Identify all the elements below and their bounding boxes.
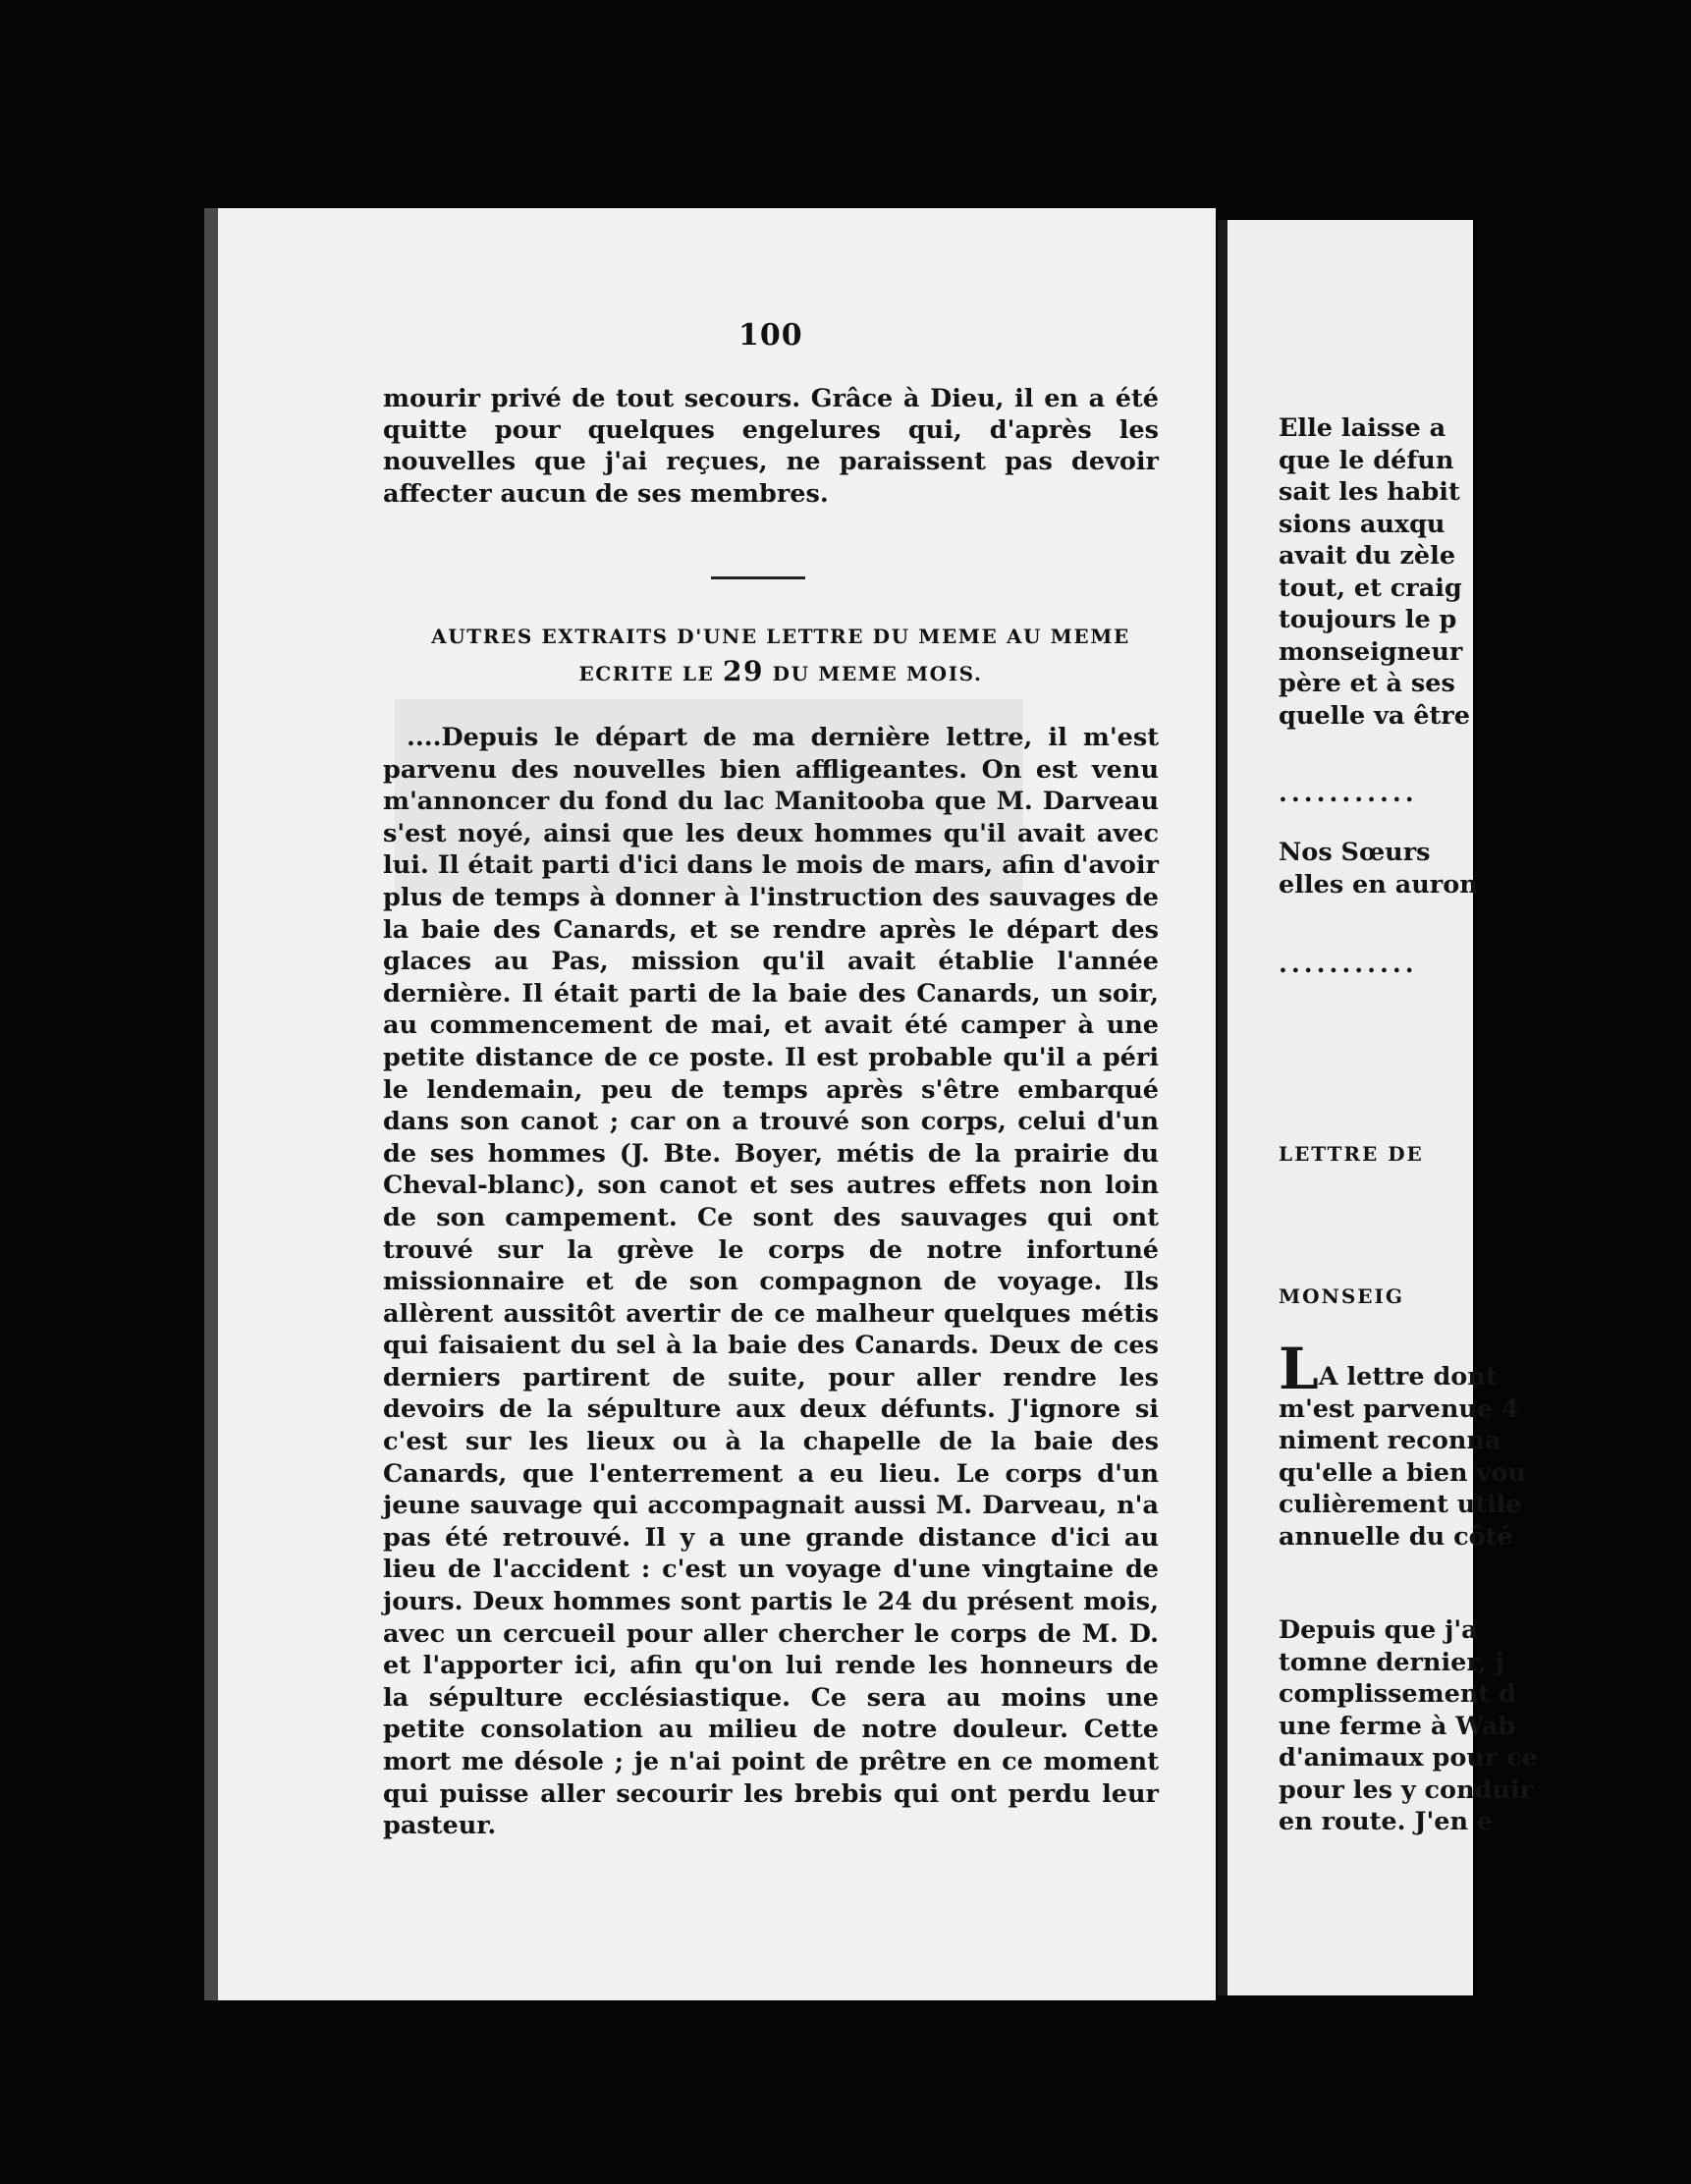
- right-line: pour les y conduir: [1279, 1774, 1534, 1805]
- paragraph-1: [383, 383, 1159, 510]
- right-line: avait du zèle: [1279, 541, 1456, 571]
- right-line: elles en auron: [1279, 869, 1478, 900]
- right-line: que le défun: [1279, 445, 1454, 475]
- right-page: [1218, 220, 1538, 1995]
- right-line: sait les habit: [1279, 477, 1460, 507]
- page-number: 100: [738, 318, 803, 353]
- right-line: Nos Sœurs: [1279, 838, 1431, 867]
- right-block-2: [1279, 837, 1691, 901]
- ellipsis-row: ...........: [1279, 950, 1418, 979]
- right-line: tomne dernier, j: [1279, 1647, 1504, 1677]
- letter-heading: LETTRE DE: [1279, 1142, 1424, 1166]
- right-block-1: [1279, 412, 1691, 732]
- right-line-first: [1279, 1336, 1691, 1402]
- left-page: [204, 208, 1216, 2000]
- right-line: niment reconna: [1279, 1426, 1501, 1455]
- right-line: quelle va être: [1279, 700, 1470, 731]
- right-line: m'est parvenue 4: [1279, 1393, 1519, 1424]
- paragraph-2-text: ....Depuis le départ de ma dernière lettre, il m'est parvenu des nouvelles bien affligeantes. On est venu m'annoncer du fond du lac Manitooba que M. Darveau s'est noyé, ainsi que les deux hommes qu'il avait avec lui. Il était parti d'ici dans le mois de mars, afin d'avoir plus de temps à donner à l'instruction des sauvages de la baie des Canards, et se rendre après le départ des glaces au Pas, mission qu'il avait établie l'année dernière. Il était parti de la baie des Canards, un soir, au commencement de mai, et avait été camper à une petite distance de ce poste. Il est probable qu'il a péri le lendemain, peu de temps après s'être embarqué dans son canot ; car on a trouvé son corps, celui d'un de ses hommes (J. Bte. Boyer, métis de la prairie du Cheval-blanc), son canot et ses autres effets non loin de son campement. Ce sont des sauvages qui ont trouvé sur la grève le corps de notre infortuné missionnaire et de son compagnon de voyage. Ils allèrent aussitôt avertir de ce malheur quelques métis qui faisaient du sel à la baie des Canards. Deux de ces derniers partirent de suite, pour aller rendre les devoirs de la sépulture aux deux défunts. J'ignore si c'est sur les lieux ou à la chapelle de la baie des Canards, que l'enterrement a eu lieu. Le corps d'un jeune sauvage qui accompagnait aussi M. Darveau, n'a pas été retrouvé. Il y a une grande distance d'ici au lieu de l'accident : c'est un voyage d'une vingtaine de jours. Deux hommes sont partis le 24 du présent mois, avec un cercueil pour aller chercher le corps de M. D. et l'apporter ici, afin qu'on lui rende les honneurs de la sépulture ecclésiastique. Ce sera au moins une petite consolation au milieu de notre douleur. Cette mort me désole ; je n'ai point de prêtre en ce moment qui puisse aller secourir les brebis qui ont perdu leur pasteur.: [383, 723, 1159, 1841]
- right-line: culièrement utile: [1279, 1490, 1522, 1519]
- right-block-4: [1279, 1614, 1691, 1838]
- heading-line-2-after: DU MEME MOIS.: [764, 662, 983, 685]
- right-block-3: [1279, 1336, 1691, 1553]
- right-line: toujours le p: [1279, 605, 1457, 634]
- right-line: qu'elle a bien vou: [1279, 1457, 1526, 1488]
- right-line: complissement d: [1279, 1679, 1516, 1709]
- letter-greeting: MONSEIG: [1279, 1284, 1404, 1308]
- right-line: annuelle du côté: [1279, 1521, 1513, 1552]
- heading-line-1: AUTRES EXTRAITS D'UNE LETTRE DU MEME AU MEME: [431, 625, 1130, 648]
- right-line: Elle laisse a: [1279, 413, 1446, 443]
- right-line: tout, et craig: [1279, 573, 1462, 603]
- heading-line-2-before: ECRITE LE: [578, 662, 723, 685]
- ellipsis-row: ...........: [1279, 779, 1418, 808]
- right-line: sions auxqu: [1279, 509, 1446, 539]
- paragraph-2: [383, 722, 1159, 1842]
- section-heading: [383, 619, 1178, 691]
- heading-line-2: [383, 654, 1178, 691]
- right-line: une ferme à Wab: [1279, 1711, 1516, 1741]
- right-line: d'animaux pour ce: [1279, 1743, 1538, 1773]
- right-line: en route. J'en e: [1279, 1807, 1494, 1836]
- right-line: père et à ses: [1279, 669, 1455, 698]
- right-line: monseigneur: [1279, 636, 1463, 667]
- drop-cap: L: [1279, 1336, 1319, 1402]
- paragraph-1-text: mourir privé de tout secours. Grâce à Dieu, il en a été quitte pour quelques engelures qui, d'après les nouvelles que j'ai reçues, ne paraissent pas devoir affecter aucun de ses membres.: [383, 384, 1159, 509]
- right-line: Depuis que j'a: [1279, 1615, 1478, 1645]
- right-line: A lettre dont: [1318, 1362, 1498, 1392]
- section-divider: [711, 576, 805, 579]
- heading-day: 29: [722, 655, 765, 687]
